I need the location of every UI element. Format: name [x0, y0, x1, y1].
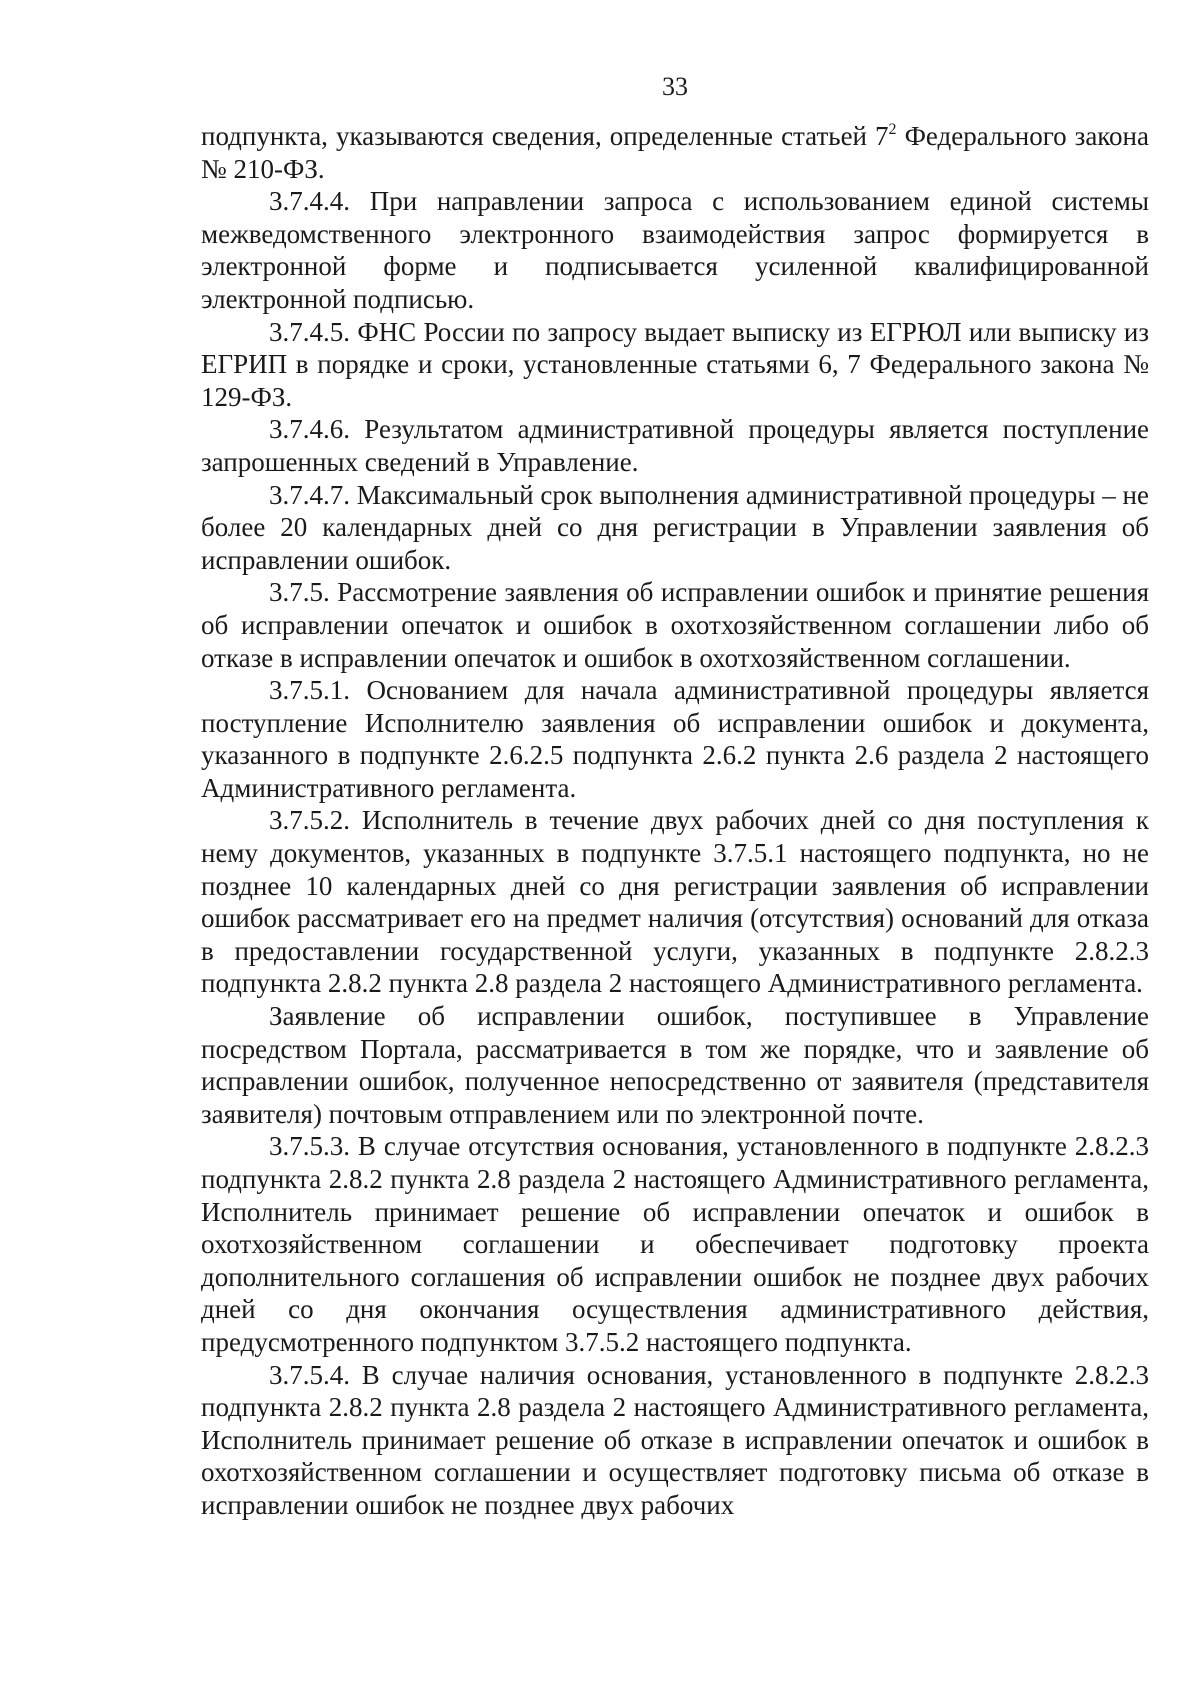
paragraph-3-7-4-5: 3.7.4.5. ФНС России по запросу выдает выписку из ЕГРЮЛ или выписку из ЕГРИП в порядке и сроки, установленные статьями 6, 7 Федерального закона № 129-ФЗ.: [201, 316, 1149, 412]
document-body: [201, 120, 1149, 1522]
paragraph-3-7-4-7: 3.7.4.7. Максимальный срок выполнения административной процедуры – не более 20 календарных дней со дня регистрации в Управлении заявления об исправлении ошибок.: [201, 479, 1149, 575]
paragraph-text: Федерального закона № 210-ФЗ.: [201, 121, 1149, 184]
paragraph-3-7-4-4: 3.7.4.4. При направлении запроса с использованием единой системы межведомственного электронного взаимодействия запрос формируется в электронной форме и подписывается усиленной квалифицированной электронной подписью.: [201, 186, 1149, 314]
paragraph-3-7-5-4: 3.7.5.4. В случае наличия основания, установленного в подпункте 2.8.2.3 подпункта 2.8.2 пункта 2.8 раздела 2 настоящего Административного регламента, Исполнитель принимает решение об отказе в исправлении опечаток и ошибок в охотхозяйственном соглашении и осуществляет подготовку письма об отказе в исправлении ошибок не позднее двух рабочих: [201, 1359, 1149, 1520]
paragraph-3-7-5-3: 3.7.5.3. В случае отсутствия основания, установленного в подпункте 2.8.2.3 подпункта 2.8.2 пункта 2.8 раздела 2 настоящего Административного регламента, Исполнитель принимает решение об исправлении опечаток и ошибок в охотхозяйственном соглашении и обеспечивает подготовку проекта дополнительного соглашения об исправлении ошибок не позднее двух рабочих дней со дня окончания осуществления административного действия, предусмотренного подпунктом 3.7.5.2 настоящего подпункта.: [201, 1131, 1149, 1357]
paragraph-3-7-5-2: 3.7.5.2. Исполнитель в течение двух рабочих дней со дня поступления к нему документов, указанных в подпункте 3.7.5.1 настоящего подпункта, но не позднее 10 календарных дней со дня регистрации заявления об исправлении ошибок рассматривает его на предмет наличия (отсутствия) оснований для отказа в предоставлении государственной услуги, указанных в подпункте 2.8.2.3 подпункта 2.8.2 пункта 2.8 раздела 2 настоящего Административного регламента.: [201, 805, 1149, 999]
paragraph-3-7-5: 3.7.5. Рассмотрение заявления об исправлении ошибок и принятие решения об исправлении опечаток и ошибок в охотхозяйственном соглашении либо об отказе в исправлении опечаток и ошибок в охотхозяйственном соглашении.: [201, 577, 1149, 673]
superscript: 2: [888, 121, 897, 138]
paragraph-3-7-4-6: 3.7.4.6. Результатом административной процедуры является поступление запрошенных сведений в Управление.: [201, 414, 1149, 477]
page-number: 33: [662, 72, 688, 101]
paragraph-portal-application: Заявление об исправлении ошибок, поступившее в Управление посредством Портала, рассматривается в том же порядке, что и заявление об исправлении ошибок, полученное непосредственно от заявителя (представителя заявителя) почтовым отправлением или по электронной почте.: [201, 1001, 1149, 1129]
paragraph-3-7-5-1: 3.7.5.1. Основанием для начала административной процедуры является поступление Исполнителю заявления об исправлении ошибок и документа, указанного в подпункте 2.6.2.5 подпункта 2.6.2 пункта 2.6 раздела 2 настоящего Административного регламента.: [201, 675, 1149, 803]
paragraph-text: подпункта, указываются сведения, определенные статьей 7: [201, 121, 889, 151]
paragraph-continuation: [201, 120, 1149, 185]
